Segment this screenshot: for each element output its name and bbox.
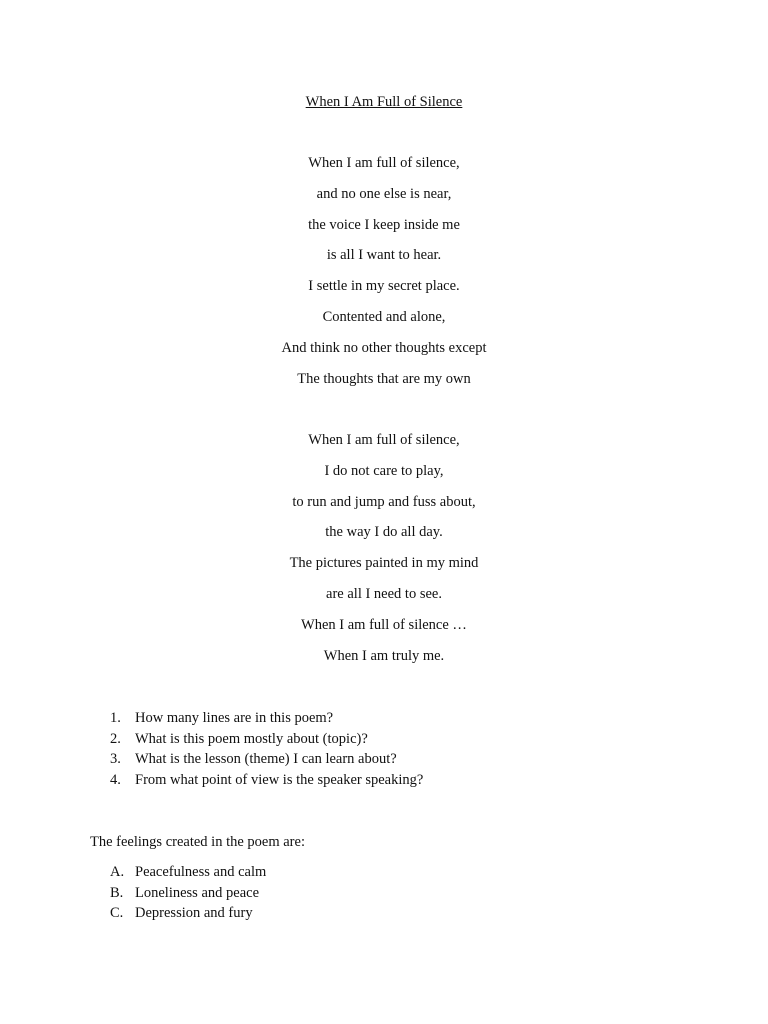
question-item — [0, 709, 768, 730]
poem-line: and no one else is near, — [316, 185, 452, 202]
feelings-prompt: The feelings created in the poem are: — [90, 834, 305, 850]
question-list — [0, 709, 768, 791]
poem-line: The pictures painted in my mind — [289, 555, 479, 572]
question-number: 2. — [110, 730, 121, 747]
question-item — [0, 730, 768, 751]
question-text: How many lines are in this poem? — [135, 710, 334, 726]
poem-line: I settle in my secret place. — [308, 278, 460, 295]
choice-letter: B. — [110, 884, 124, 901]
poem-line: The thoughts that are my own — [297, 370, 471, 387]
question-item — [0, 771, 768, 792]
poem-line: And think no other thoughts except — [281, 339, 487, 356]
question-text: What is this poem mostly about (topic)? — [135, 730, 368, 747]
poem-line: When I am truly me. — [323, 647, 445, 664]
choice-letter: C. — [110, 905, 124, 921]
question-text: From what point of view is the speaker speaking? — [135, 771, 424, 788]
poem-line: Contented and alone, — [322, 308, 446, 325]
question-text: What is the lesson (theme) I can learn about? — [135, 751, 397, 767]
choice-item — [0, 884, 768, 905]
choice-text: Loneliness and peace — [135, 884, 260, 901]
question-number: 3. — [110, 751, 121, 767]
poem-line: is all I want to hear. — [326, 247, 442, 264]
choice-letter: A. — [110, 864, 125, 880]
poem-line: When I am full of silence, — [308, 432, 460, 448]
poem-line: I do not care to play, — [324, 462, 444, 479]
question-number: 4. — [110, 771, 121, 788]
poem-line: When I am full of silence, — [308, 155, 460, 171]
question-item — [0, 750, 768, 771]
poem-title: When I Am Full of Silence — [305, 94, 463, 110]
poem-line: the way I do all day. — [325, 524, 443, 541]
poem-line: to run and jump and fuss about, — [292, 493, 476, 510]
question-number: 1. — [110, 710, 121, 726]
stanza-1 — [0, 154, 768, 400]
poem-line: When I am full of silence … — [301, 616, 467, 633]
choice-item — [0, 863, 768, 884]
choice-list — [0, 863, 768, 925]
poem-line: the voice I keep inside me — [308, 216, 460, 233]
choice-item — [0, 904, 768, 925]
choice-text: Peacefulness and calm — [135, 864, 267, 880]
stanza-2 — [0, 431, 768, 677]
poem-line: are all I need to see. — [326, 585, 442, 602]
choice-text: Depression and fury — [135, 905, 253, 921]
